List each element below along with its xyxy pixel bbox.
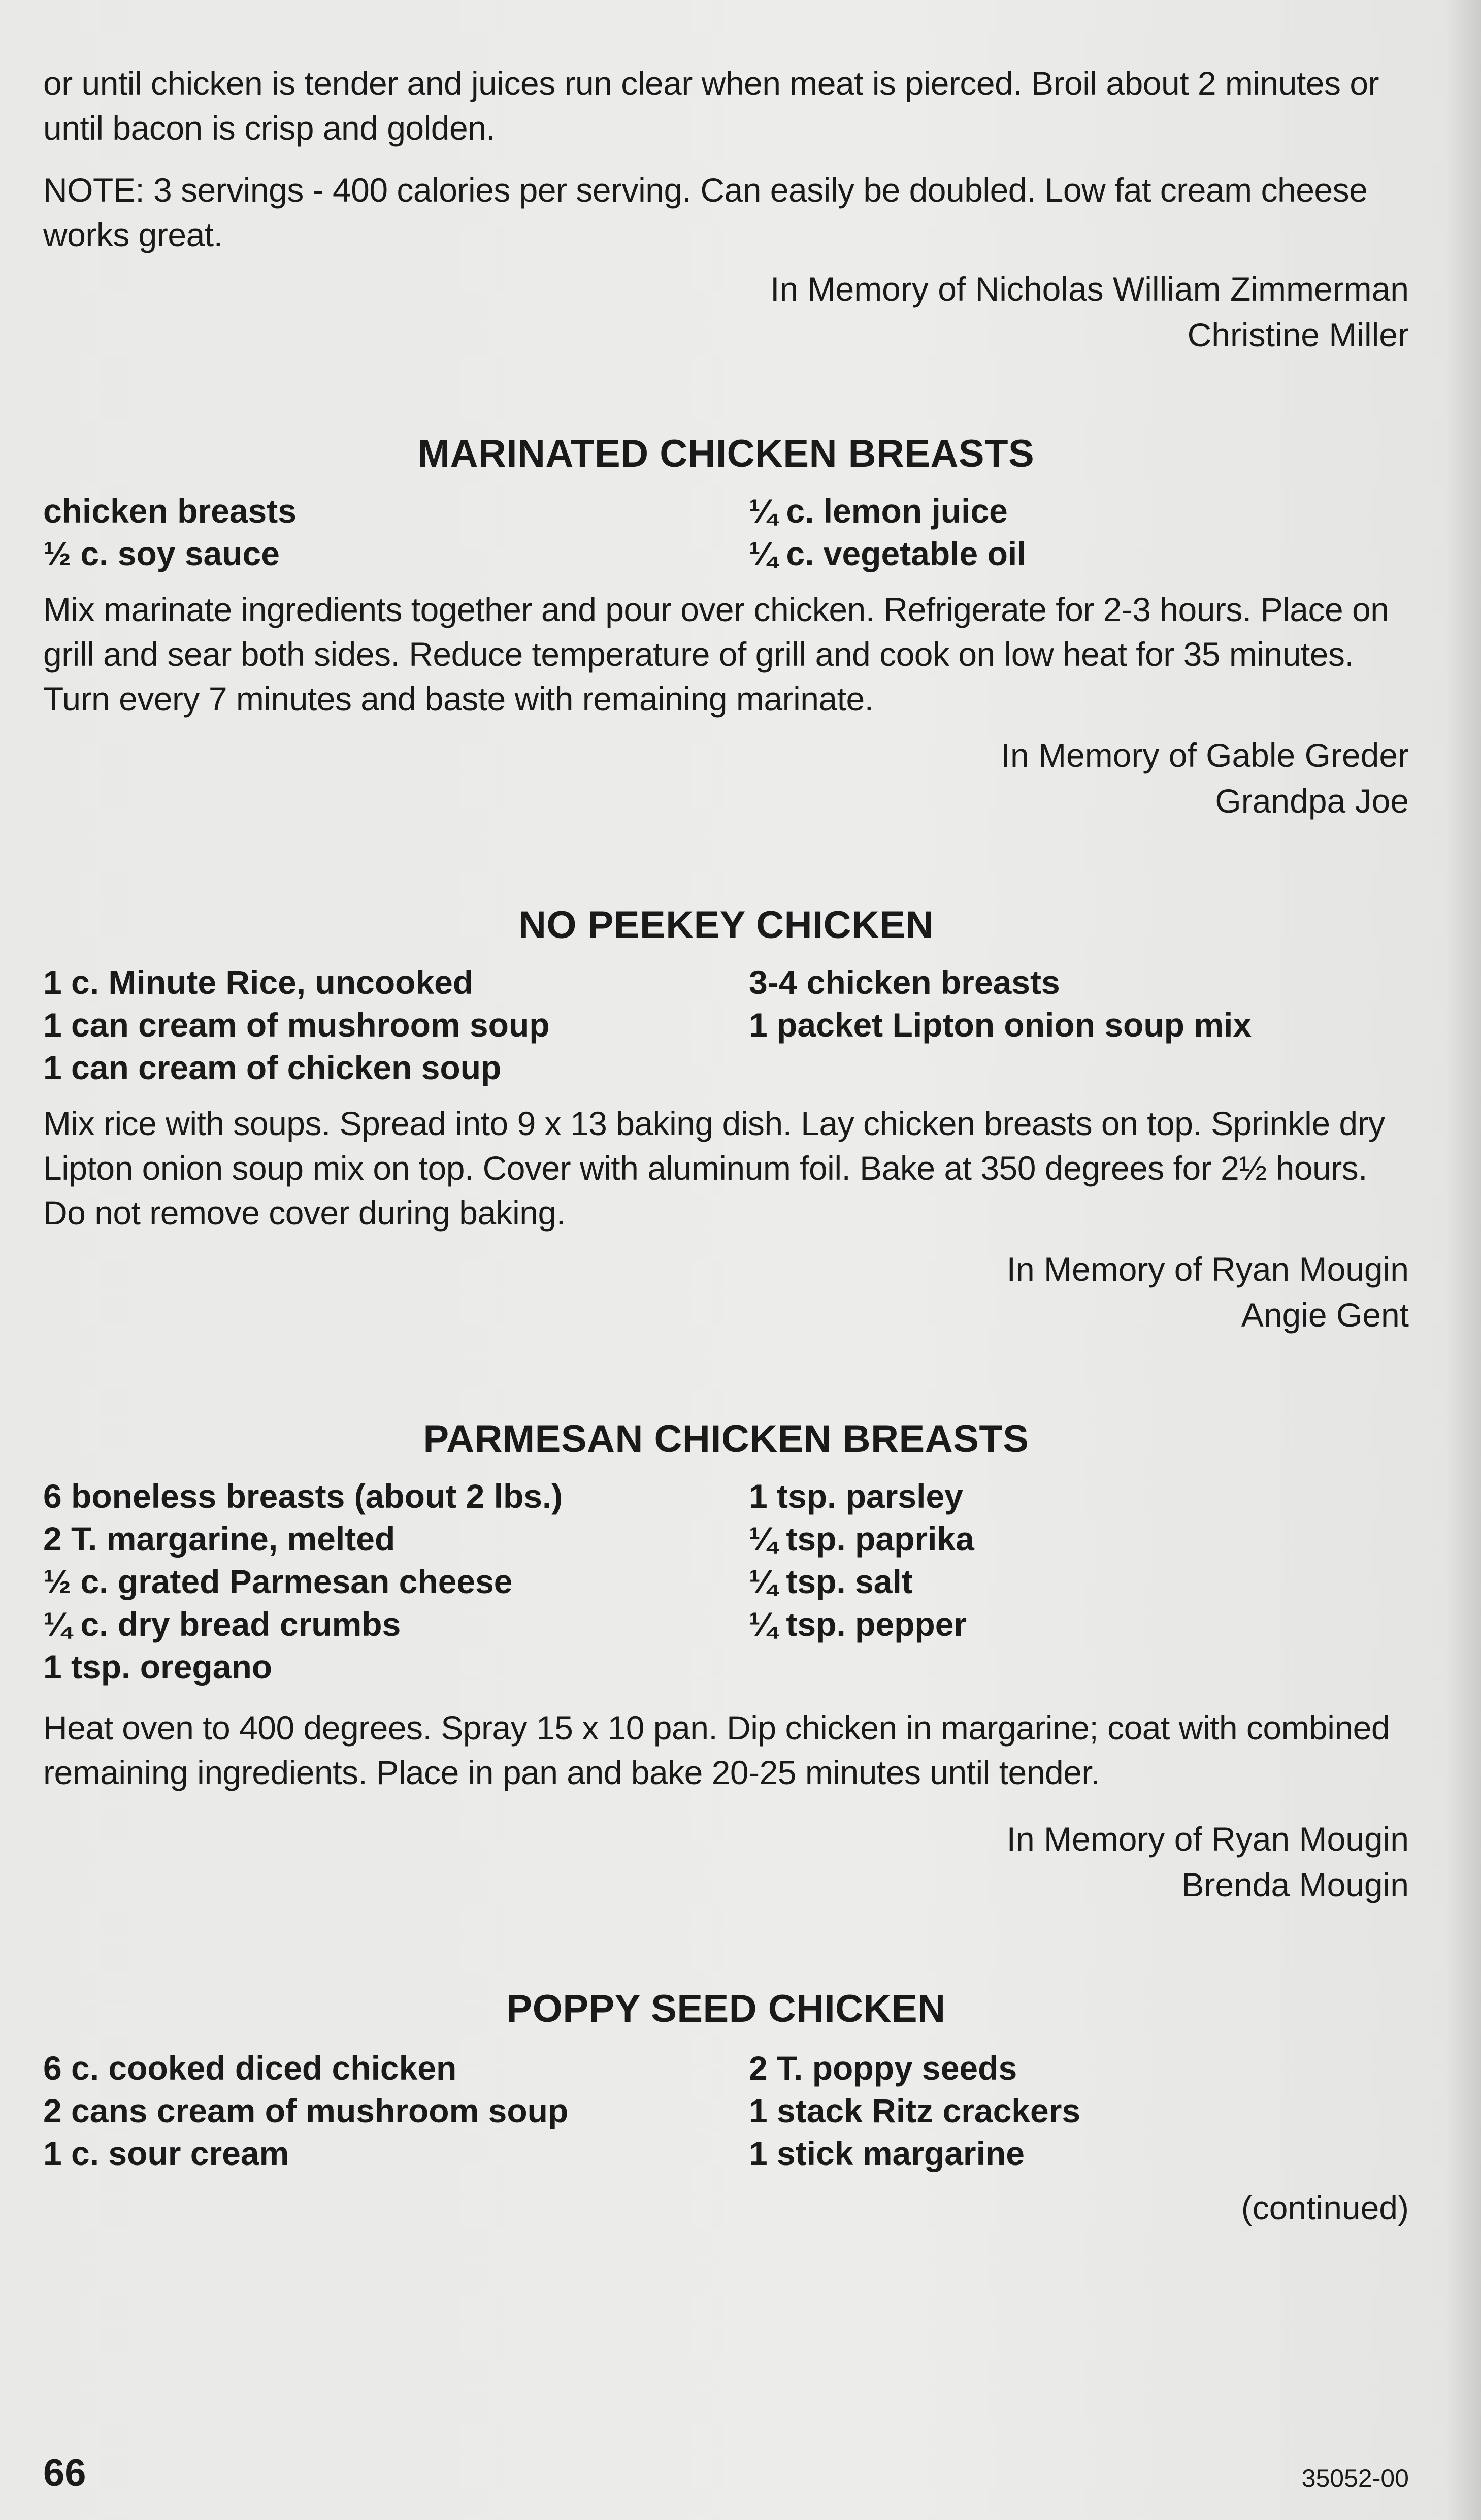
ingredient: 3-4 chicken breasts: [749, 963, 1060, 1001]
recipe-author: Angie Gent: [1241, 1296, 1409, 1334]
ingredients-left-column: [43, 2047, 749, 2175]
recipe-poppy-seed-chicken: [43, 1984, 1409, 2231]
previous-recipe-memory: In Memory of Nicholas William Zimmerman: [770, 270, 1409, 308]
print-code: 35052-00: [1301, 2464, 1409, 2493]
ingredient: 1 can cream of chicken soup: [43, 1049, 502, 1086]
ingredients-right-column: [749, 961, 1409, 1089]
recipe-parmesan-chicken-breasts: [43, 1414, 1409, 1908]
ingredient: 1 can cream of mushroom soup: [43, 1006, 550, 1044]
ingredients-left-column: [43, 961, 749, 1089]
page-edge-shadow: [1445, 0, 1481, 2520]
ingredients-right-column: [749, 490, 1409, 575]
recipe-no-peekey-chicken: [43, 900, 1409, 1338]
ingredients: [43, 961, 1409, 1089]
ingredient: 1 stick margarine: [749, 2135, 1025, 2172]
ingredient: 1 c. sour cream: [43, 2135, 289, 2172]
ingredient: ¼ c. lemon juice: [749, 492, 1008, 530]
ingredients-left-column: [43, 490, 749, 575]
ingredient: 1 c. Minute Rice, uncooked: [43, 963, 474, 1001]
recipe-memory: In Memory of Gable Greder: [1001, 736, 1409, 774]
recipe-memory: In Memory of Ryan Mougin: [1006, 1820, 1409, 1858]
recipe-marinated-chicken-breasts: [43, 429, 1409, 824]
ingredient: ¼ c. dry bread crumbs: [43, 1605, 401, 1643]
previous-recipe-note: NOTE: 3 servings - 400 calories per serving. Can easily be doubled. Low fat cream cheese works great.: [43, 171, 1368, 253]
previous-recipe-end: [43, 61, 1409, 358]
recipe-memory: In Memory of Ryan Mougin: [1006, 1250, 1409, 1288]
recipe-title: MARINATED CHICKEN BREASTS: [417, 432, 1035, 475]
ingredient: ½ c. grated Parmesan cheese: [43, 1563, 513, 1600]
ingredient: ¼ c. vegetable oil: [749, 535, 1027, 572]
recipe-title: NO PEEKEY CHICKEN: [518, 903, 934, 947]
ingredients-left-column: [43, 1475, 749, 1688]
ingredient: 1 stack Ritz crackers: [749, 2092, 1081, 2129]
page-number: 66: [43, 2451, 86, 2495]
ingredient: 2 T. margarine, melted: [43, 1520, 396, 1558]
continued-label: (continued): [1241, 2189, 1409, 2226]
page-footer: [43, 2448, 1409, 2499]
previous-recipe-directions: or until chicken is tender and juices run clear when meat is pierced. Broil about 2 minutes or until bacon is crisp and golden.: [43, 64, 1379, 147]
ingredient: chicken breasts: [43, 492, 297, 530]
ingredients-right-column: [749, 2047, 1409, 2175]
ingredients-right-column: [749, 1475, 1409, 1688]
ingredient: 6 c. cooked diced chicken: [43, 2049, 457, 2087]
ingredients: [43, 2047, 1409, 2175]
ingredient: ¼ tsp. salt: [749, 1563, 913, 1600]
ingredients: [43, 490, 1409, 575]
recipe-title: PARMESAN CHICKEN BREASTS: [423, 1417, 1029, 1461]
ingredient: 6 boneless breasts (about 2 lbs.): [43, 1477, 563, 1515]
ingredient: ¼ tsp. paprika: [749, 1520, 974, 1558]
page-content: [43, 61, 1409, 2231]
recipe-directions: Heat oven to 400 degrees. Spray 15 x 10 pan. Dip chicken in margarine; coat with combined remaining ingredients. Place in pan and bake 20-25 minutes until tender.: [43, 1709, 1390, 1791]
ingredient: 2 T. poppy seeds: [749, 2049, 1017, 2087]
ingredient: 2 cans cream of mushroom soup: [43, 2092, 569, 2129]
ingredient: ¼ tsp. pepper: [749, 1605, 967, 1643]
ingredients: [43, 1475, 1409, 1688]
recipe-author: Brenda Mougin: [1181, 1866, 1409, 1903]
recipe-title: POPPY SEED CHICKEN: [506, 1987, 946, 2030]
previous-recipe-author: Christine Miller: [1187, 316, 1409, 353]
ingredient: 1 tsp. oregano: [43, 1648, 273, 1686]
ingredient: ½ c. soy sauce: [43, 535, 280, 572]
recipe-directions: Mix rice with soups. Spread into 9 x 13 baking dish. Lay chicken breasts on top. Sprinkle dry Lipton onion soup mix on top. Cover with aluminum foil. Bake at 350 degrees for 2½ hours. Do not remove cover during baking.: [43, 1105, 1385, 1232]
ingredient: 1 packet Lipton onion soup mix: [749, 1006, 1252, 1044]
recipe-author: Grandpa Joe: [1215, 782, 1409, 820]
recipe-directions: Mix marinate ingredients together and pour over chicken. Refrigerate for 2-3 hours. Place on grill and sear both sides. Reduce temperature of grill and cook on low heat for 35 minutes. Turn every 7 minutes and baste with remaining marinate.: [43, 591, 1389, 718]
ingredient: 1 tsp. parsley: [749, 1477, 963, 1515]
